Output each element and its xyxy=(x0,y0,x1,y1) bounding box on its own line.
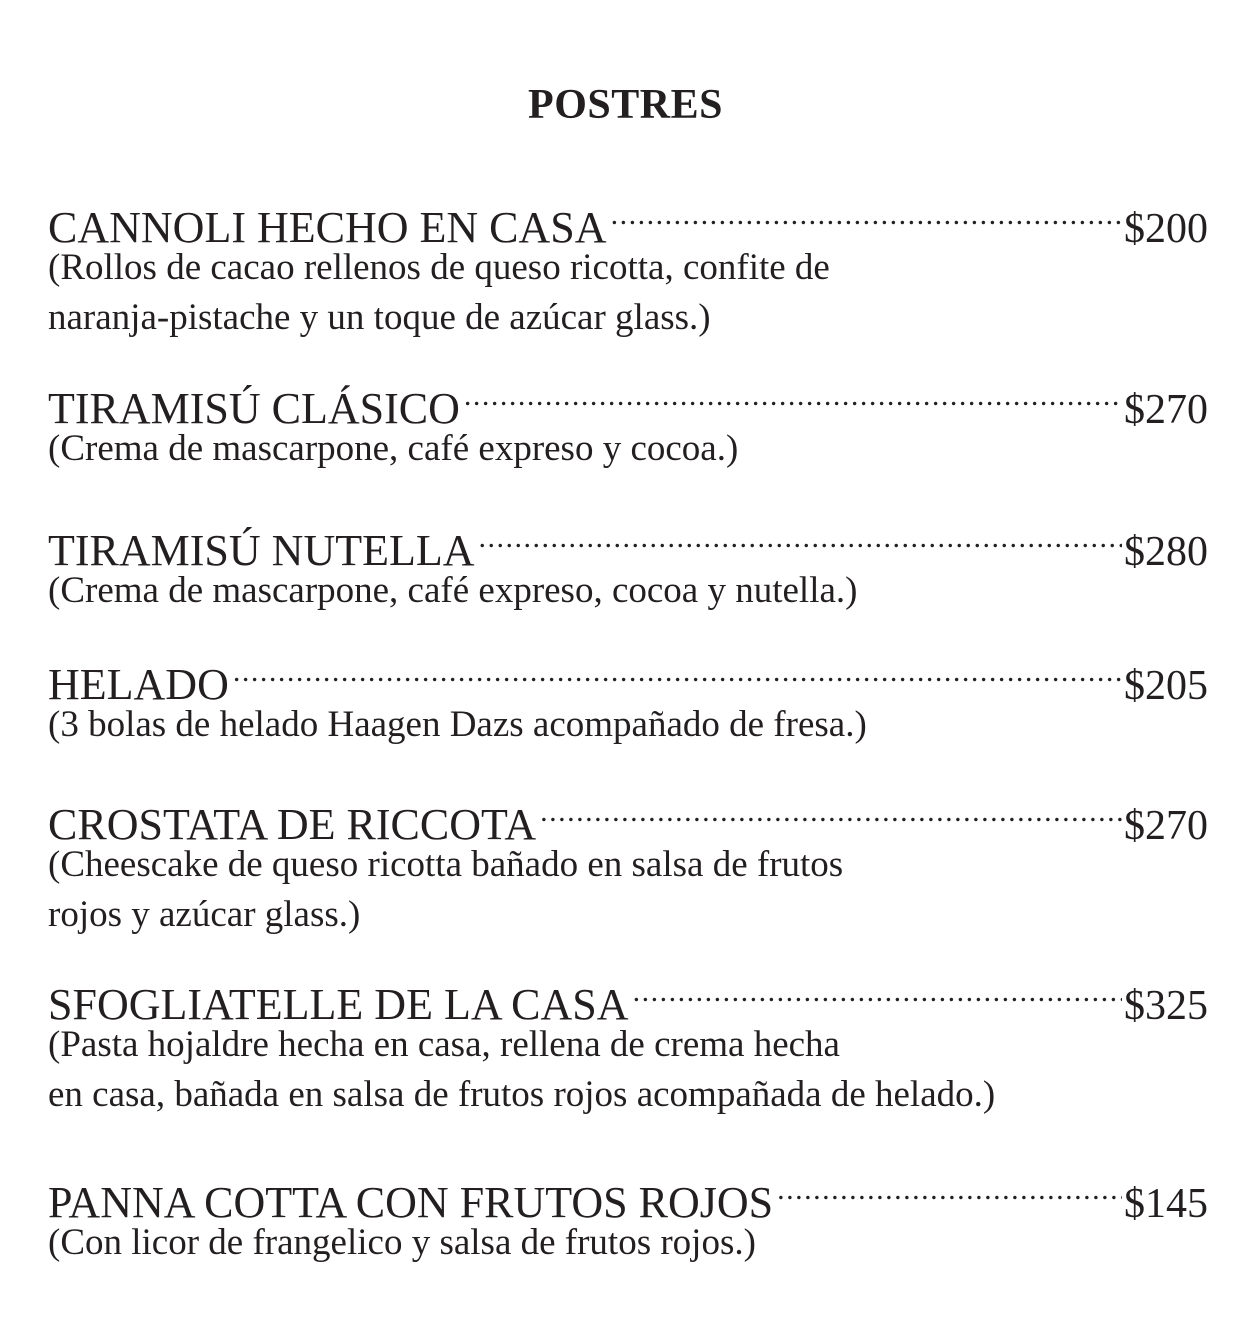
menu-item-cannoli xyxy=(48,192,1208,342)
menu-item-description: (Crema de mascarpone, café expreso, cocoa y nutella.) xyxy=(48,570,858,611)
menu-item-tiramisu-clasico xyxy=(48,373,1208,473)
menu-item-description: (Cheescake de queso ricotta bañado en salsa de frutos xyxy=(48,844,844,885)
menu-item-name: CANNOLI HECHO EN CASA xyxy=(48,203,607,252)
menu-title: POSTRES xyxy=(528,82,723,128)
dot-leader xyxy=(611,192,1122,242)
menu-item-panna-cotta xyxy=(48,1167,1208,1267)
menu-item-sfogliatelle xyxy=(48,969,1208,1119)
dot-leader xyxy=(540,789,1122,839)
menu-item-price: $280 xyxy=(1124,529,1208,575)
menu-item-price: $270 xyxy=(1124,387,1208,433)
menu-item-description: (Crema de mascarpone, café expreso y cocoa.) xyxy=(48,428,739,469)
dot-leader xyxy=(233,649,1122,699)
menu-item-name: TIRAMISÚ CLÁSICO xyxy=(48,384,460,433)
menu-item-header xyxy=(48,373,1208,433)
menu-item-header xyxy=(48,969,1208,1029)
menu-item-crostata xyxy=(48,789,1208,939)
menu-item-description: (3 bolas de helado Haagen Dazs acompañado de fresa.) xyxy=(48,704,867,745)
menu-item-header xyxy=(48,515,1208,575)
menu-item-name: SFOGLIATELLE DE LA CASA xyxy=(48,980,629,1029)
menu-item-header xyxy=(48,649,1208,709)
menu-item-price: $270 xyxy=(1124,803,1208,849)
menu-item-header xyxy=(48,789,1208,849)
menu-item-header xyxy=(48,1167,1208,1227)
menu-item-name: PANNA COTTA CON FRUTOS ROJOS xyxy=(48,1178,774,1227)
menu-item-name: CROSTATA DE RICCOTA xyxy=(48,800,537,849)
menu-item-price: $200 xyxy=(1124,206,1208,252)
menu-item-description: naranja-pistache y un toque de azúcar glass.) xyxy=(48,297,711,338)
menu-item-description: rojos y azúcar glass.) xyxy=(48,894,361,935)
dot-leader xyxy=(479,515,1122,565)
menu-item-description: (Pasta hojaldre hecha en casa, rellena de crema hecha xyxy=(48,1024,840,1065)
menu-item-description: (Con licor de frangelico y salsa de frutos rojos.) xyxy=(48,1222,756,1263)
menu-item-tiramisu-nutella xyxy=(48,515,1208,615)
dot-leader xyxy=(777,1167,1122,1217)
menu-item-description: (Rollos de cacao rellenos de queso ricotta, confite de xyxy=(48,247,830,288)
dot-leader xyxy=(633,969,1122,1019)
dot-leader xyxy=(464,373,1122,423)
menu-item-price: $205 xyxy=(1124,663,1208,709)
menu-item-helado xyxy=(48,649,1208,749)
menu-item-header xyxy=(48,192,1208,252)
menu-item-price: $325 xyxy=(1124,983,1208,1029)
menu-item-description: en casa, bañada en salsa de frutos rojos acompañada de helado.) xyxy=(48,1074,996,1115)
menu-item-name: TIRAMISÚ NUTELLA xyxy=(48,526,475,575)
menu-item-name: HELADO xyxy=(48,660,229,709)
menu-item-price: $145 xyxy=(1124,1181,1208,1227)
